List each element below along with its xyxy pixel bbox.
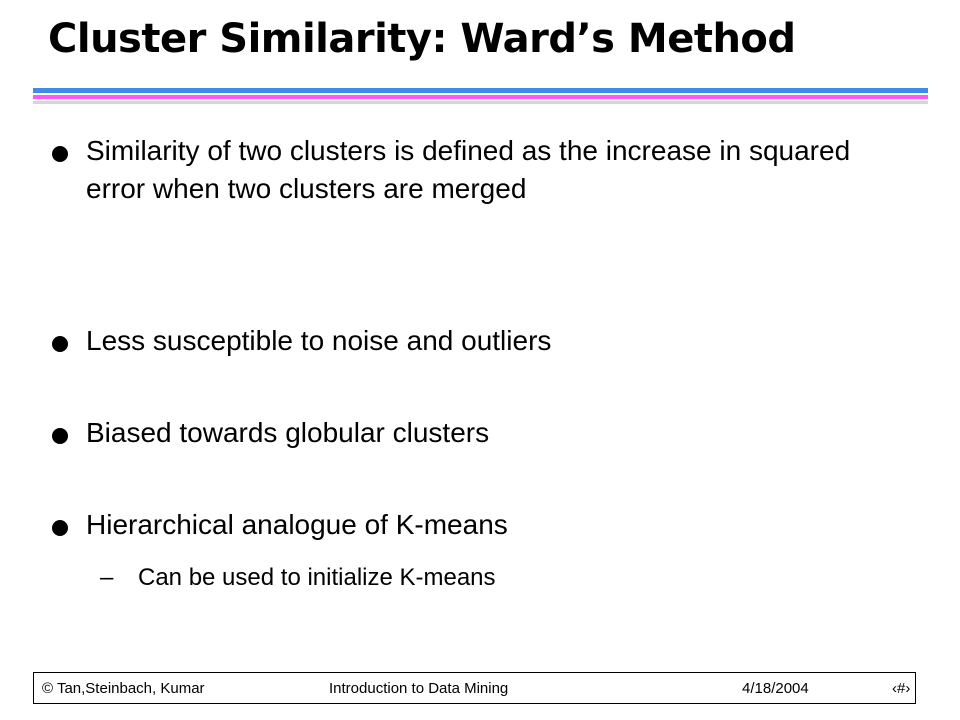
sub-bullet-dash: – — [100, 564, 114, 591]
footer-copyright: © Tan,Steinbach, Kumar — [42, 680, 205, 697]
footer-course-title: Introduction to Data Mining — [329, 680, 509, 697]
bullet-text: Less susceptible to noise and outliers — [86, 325, 552, 356]
footer-date: 4/18/2004 — [742, 680, 809, 697]
bullet-text: Hierarchical analogue of K-means — [86, 509, 508, 540]
title-rule-gray — [33, 101, 928, 104]
footer-page-number: ‹#› — [892, 680, 911, 697]
bullet-dot-icon — [52, 520, 68, 536]
title-rule-magenta — [33, 95, 928, 99]
bullet-text: Biased towards globular clusters — [86, 417, 490, 448]
bullet-dot-icon — [52, 146, 68, 162]
title-rule-blue — [33, 88, 928, 93]
bullet-dot-icon — [52, 336, 68, 352]
slide-footer — [33, 672, 916, 704]
slide-title: Cluster Similarity: Ward’s Method — [48, 16, 796, 62]
bullet-dot-icon — [52, 428, 68, 444]
sub-bullet-text: Can be used to initialize K-means — [138, 564, 496, 591]
bullet-text: Similarity of two clusters is defined as the increase in squared error when two clusters are merged — [86, 135, 851, 204]
